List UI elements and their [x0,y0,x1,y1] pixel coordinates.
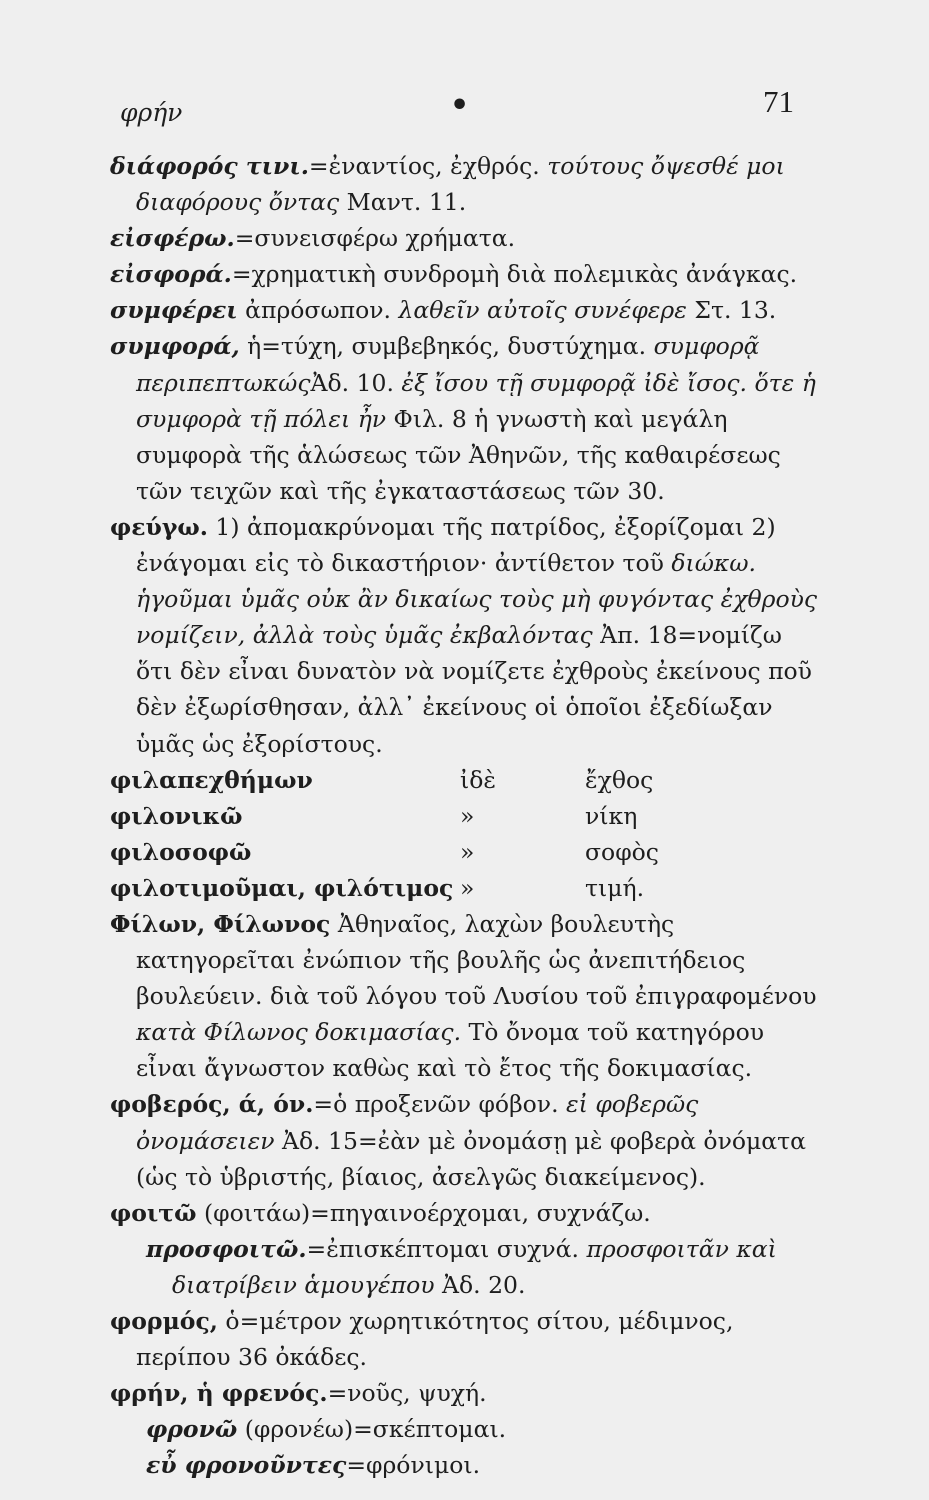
entry-phoberos [110,1086,822,1194]
definition: ἡ=τύχη, συμβεβηκός, δυστύχημα. [247,332,647,361]
definition: ἀπρόσωπον. [245,296,391,325]
lemma: φεύγω. [110,512,208,541]
lemma: φοιτῶ [110,1198,197,1227]
xref-target: σοφὸς [585,837,659,866]
see-also: ἰδὲ ἴσος. [643,368,747,397]
xref-row [110,834,822,870]
entry-eu-phronountes [110,1447,822,1483]
dictionary-body [110,148,822,1483]
example: ἡγοῦμαι ὑμᾶς οὐκ ἂν δικαίως τοὺς μὴ φυγόντας ἐχθροὺς νομίζειν, ἀλλὰ τοὺς ὑμᾶς ἐκβαλόντας [136,585,818,650]
lemma: εἰσφορά. [110,260,232,289]
lemma: φρονῶ [146,1415,238,1444]
example: λαθεῖν αὐτοῖς συνέφερε [398,296,687,325]
example: εἰ φοβερῶς ὀνομάσειεν [136,1090,699,1155]
entry-sympherei [110,292,822,328]
xref-row [110,798,822,834]
lemma: φοβερός, ά, όν. [110,1090,314,1119]
xref-row [110,762,822,798]
definition: 1) ἀπομακρύνομαι τῆς πατρίδος, ἐξορίζομαι 2) ἐνάγομαι εἰς τὸ δικαστήριον· ἀντίθετον τοῦ [136,512,776,578]
reference: Ἀδ. 15 [281,1126,358,1155]
lemma: διάφορός τινι. [110,152,309,180]
definition: =χρηματικὴ συνδρομὴ διὰ πολεμικὰς ἀνάγκας. [231,260,798,289]
explanation: =νομίζω ὅτι δὲν εἶναι δυνατὸν νὰ νομίζετε ἐχθροὺς ἐκείνους ποῦ δὲν ἐξωρίσθησαν, ἀλλ᾽ ἐκείνους οἱ ὁποῖοι ἐξεδίωξαν ὑμᾶς ὡς ἐξορίστους. [136,621,812,758]
xref-row [110,870,822,906]
running-head: φρήν [120,98,183,127]
header-mark: • [450,88,470,123]
entry-phoito [110,1195,822,1231]
reference: Μαντ. 11. [346,188,467,217]
example: προσφοιτᾶν καὶ διατρίβειν ἁμουγέπου [172,1234,777,1299]
definition: =ἐπισκέπτομαι συχνά. [306,1234,579,1263]
lemma: συμφορά, [110,332,240,361]
example: τούτους ὄψεσθέ μοι διαφόρους ὄντας [136,152,785,217]
explanation: ἡ γνωστὴ καὶ μεγάλη συμφορὰ τῆς ἁλώσεως τῶν Ἀθηνῶν, τῆς καθαιρέσεως τῶν τειχῶν καὶ τῆς ἐγκαταστάσεως τῶν 30. [136,404,781,505]
xref-word: φιλοσοφῶ [110,837,252,866]
lemma: φρήν, ἡ φρενός. [110,1379,328,1408]
page-number: 71 [763,84,794,119]
xref-mark: » [460,873,475,902]
definition: (φοιτάω)=πηγαινοέρχομαι, συχνάζω. [203,1198,651,1227]
xref-mark: » [460,837,475,866]
lemma: Φίλων, Φίλωνος [110,909,331,938]
reference: Ἀδ. 20. [442,1270,526,1299]
entry-pheugo [110,509,822,762]
lemma: εἰσφέρω. [110,224,235,253]
lemma: φορμός, [110,1307,218,1335]
reference: Φιλ. 8 [393,404,467,433]
definition: ὁ=μέτρον χωρητικότητος σίτου, μέδιμνος, περίπου 36 ὀκάδες. [136,1307,734,1372]
xref-word: φιλονικῶ [110,801,243,830]
xref-word: φιλαπεχθήμων [110,765,313,794]
entry-diaphoros [110,148,822,220]
xref-target: τιμή. [585,873,645,902]
definition: =φρόνιμοι. [346,1451,481,1480]
reference: Ἀπ. 18 [600,621,678,650]
speech-title: κατὰ Φίλωνος δοκιμασίας. [136,1018,462,1047]
xref-mark: » [460,801,475,830]
lemma: συμφέρει [110,296,238,325]
explanation: =ἐὰν μὲ ὀνομάσῃ μὲ φοβερὰ ὀνόματα (ὡς τὸ ὑβριστής, βίαιος, ἀσελγῶς διακείμενος). [136,1126,807,1191]
entry-phrono [110,1411,822,1447]
xref-target: νίκη [585,801,638,830]
definition: =συνεισφέρω χρήματα. [234,224,516,253]
xref-word: φιλοτιμοῦμαι, φιλότιμος [110,873,454,902]
reference: Στ. 13. [694,296,777,325]
explanation: Τὸ ὄνομα τοῦ κατηγόρου εἶναι ἄγνωστον καθὼς καὶ τὸ ἔτος τῆς δοκιμασίας. [136,1018,765,1083]
entry-eisphora [110,256,822,292]
entry-phren [110,1375,822,1411]
definition: =νοῦς, ψυχή. [327,1379,487,1408]
xref-mark: ἰδὲ [460,765,496,794]
antonym: διώκω. [671,549,756,578]
entry-eisphero [110,220,822,256]
entry-symphora [110,328,822,508]
definition: =ἐναντίος, ἐχθρός. [308,152,540,180]
example: συμφορᾷ περιπεπτωκώς [136,332,760,397]
reference: Ἀδ. 10. [310,368,394,397]
definition: =ὁ προξενῶν φόβον. [313,1090,559,1119]
entry-philon [110,906,822,1086]
xref-target: ἔχθος [585,765,654,794]
definition: (φρονέω)=σκέπτομαι. [244,1415,507,1444]
example: ὅτε ἡ συμφορὰ τῇ πόλει ἦν [136,368,816,433]
entry-phormos [110,1303,822,1375]
entry-prosphoito [110,1231,822,1303]
lemma: προσφοιτῶ. [146,1234,307,1263]
lemma: εὖ φρονοῦντες [146,1451,347,1480]
definition: Ἀθηναῖος, λαχὼν βουλευτὴς κατηγορεῖται ἐνώπιον τῆς βουλῆς ὡς ἀνεπιτήδειος βουλεύειν. διὰ τοῦ λόγου τοῦ Λυσίου τοῦ ἐπιγραφομένου [136,909,817,1011]
example: ἐξ ἴσου τῇ συμφορᾷ [401,368,637,397]
